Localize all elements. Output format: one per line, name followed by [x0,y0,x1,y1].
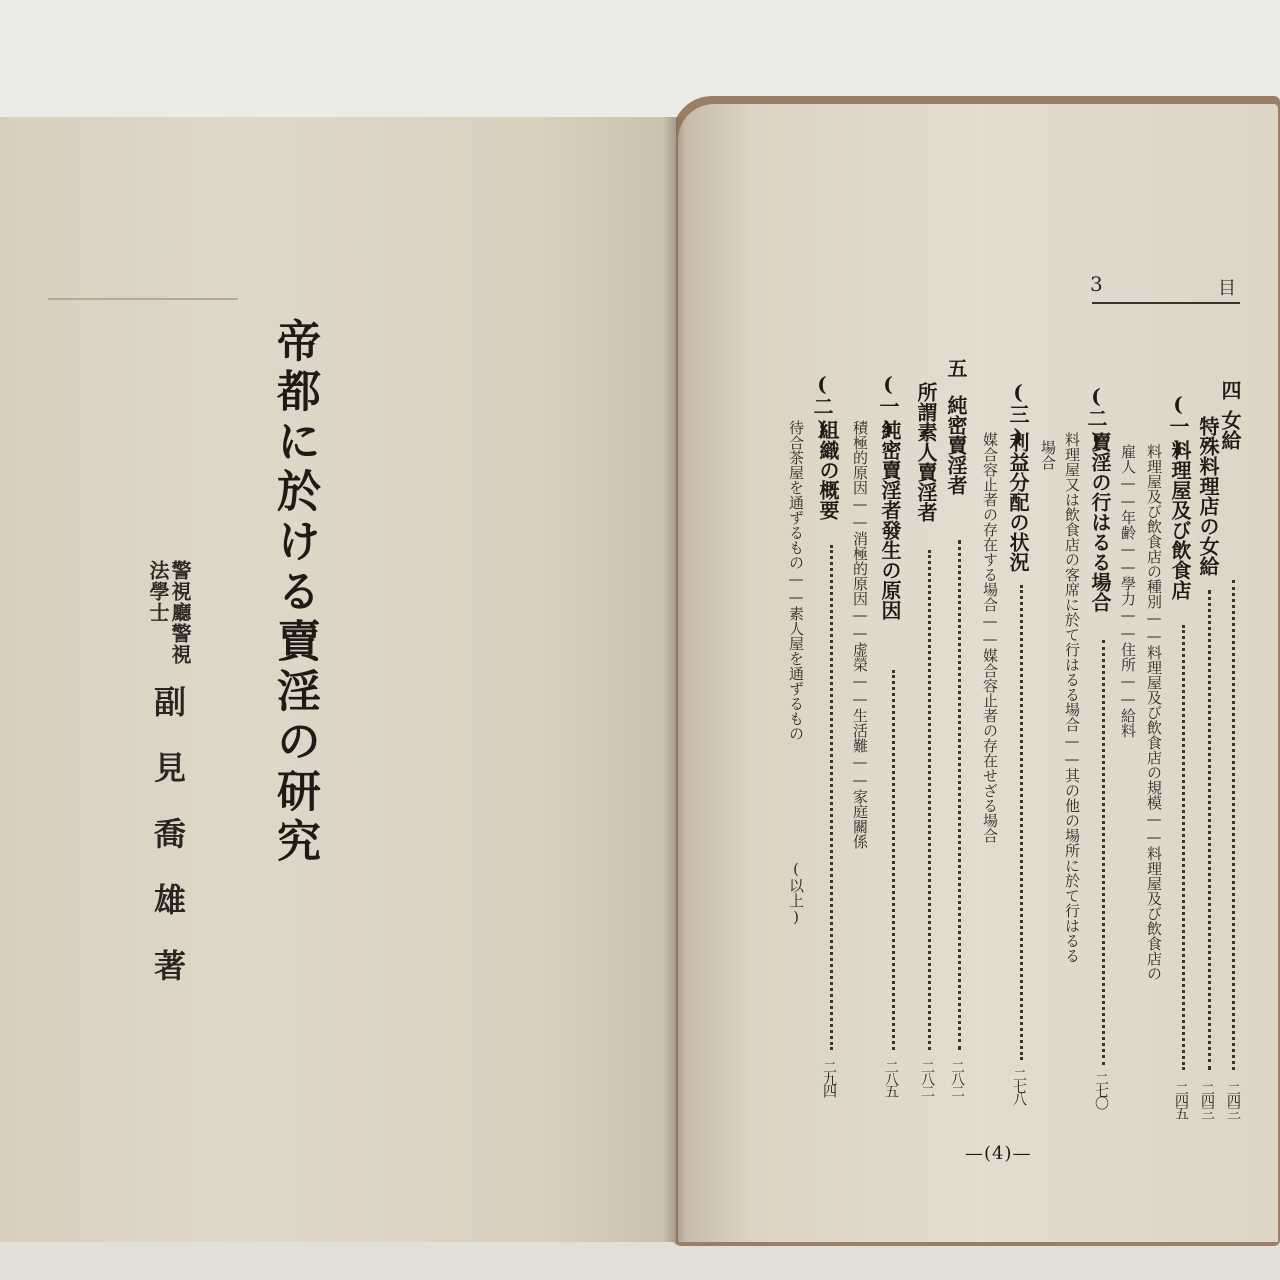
toc-subentry: 積極的原因——消極的原因——虚榮——生活難——家庭關係 [851,420,869,849]
author-name: 副見喬雄著 [149,685,187,1015]
author-affiliation-2: 法學士 [146,560,170,623]
toc-subentry: 雇人——年齢——學力——住所——給料 [1119,444,1137,738]
toc-page: 二四五 [1173,1082,1189,1118]
toc-subentry: 料理屋及び飲食店の種別——料理屋及び飲食店の規模——料理屋及び飲食店の [1145,444,1163,981]
toc-leader-dots [928,550,931,1050]
toc-marker: (一) [1166,392,1190,460]
toc-subentry: 待合茶屋を通ずるもの——素人屋を通ずるもの [787,420,805,741]
toc-end-mark: (以上) [787,860,805,926]
book-gutter [664,117,686,1242]
toc-page: 二四三 [1225,1082,1241,1118]
toc-page: 二七八 [1011,1068,1027,1104]
toc-entry: 賣淫の行はるる場合 [1088,432,1112,612]
toc-entry: 組織の概要 [816,420,840,520]
toc-entry: 純密賣淫者發生の原因 [878,420,902,620]
toc-leader-dots [1102,640,1105,1065]
toc-leader-dots [892,670,895,1050]
header-rule [1092,302,1240,304]
toc-leader-dots [1020,585,1023,1060]
toc-leader-dots [1232,580,1235,1070]
toc-entry: 女給 [1218,410,1242,450]
toc-page: 二七〇 [1093,1072,1109,1108]
toc-entry: 料理屋及び飲食店 [1168,440,1192,600]
faint-rule [48,298,238,300]
left-page [0,117,676,1242]
toc-page: 二八二 [949,1060,965,1096]
toc-marker: (二) [810,372,834,440]
author-affiliation-1: 警視廳警視 [168,560,192,665]
header-label: 目 [1218,278,1236,299]
book-title: 帝都に於ける賣淫の研究 [269,318,320,868]
toc-leader-dots [958,540,961,1050]
toc-marker: (三) [1006,380,1030,448]
toc-entry: 利益分配の状況 [1006,432,1030,572]
toc-page: 二九四 [821,1060,837,1096]
toc-marker: (一) [876,372,900,440]
toc-entry: 純密賣淫者 [944,395,968,495]
toc-marker: 四 [1218,380,1242,400]
toc-subentry: 料理屋又は飲食店の客席に於て行はるる場合——其の他の場所に於て行はるる [1063,432,1081,963]
toc-marker: 五 [944,358,968,378]
toc-page: 二八五 [883,1060,899,1096]
header-page-number: 3 [1090,272,1103,296]
toc-leader-dots [1182,625,1185,1070]
toc-marker: (二) [1084,384,1108,452]
page-folio: —(4)— [965,1143,1032,1164]
toc-leader-dots [830,545,833,1050]
toc-entry: 所謂素人賣淫者 [914,382,938,522]
toc-subentry: 媒合容止者の存在する場合——媒合容止者の存在せざる場合 [981,432,999,843]
right-page [678,104,1278,1242]
toc-entry: 特殊料理店の女給 [1196,416,1220,576]
toc-page: 二四三 [1199,1082,1215,1118]
toc-page: 二八二 [919,1060,935,1096]
toc-subentry: 場合 [1039,440,1057,470]
toc-leader-dots [1208,590,1211,1070]
